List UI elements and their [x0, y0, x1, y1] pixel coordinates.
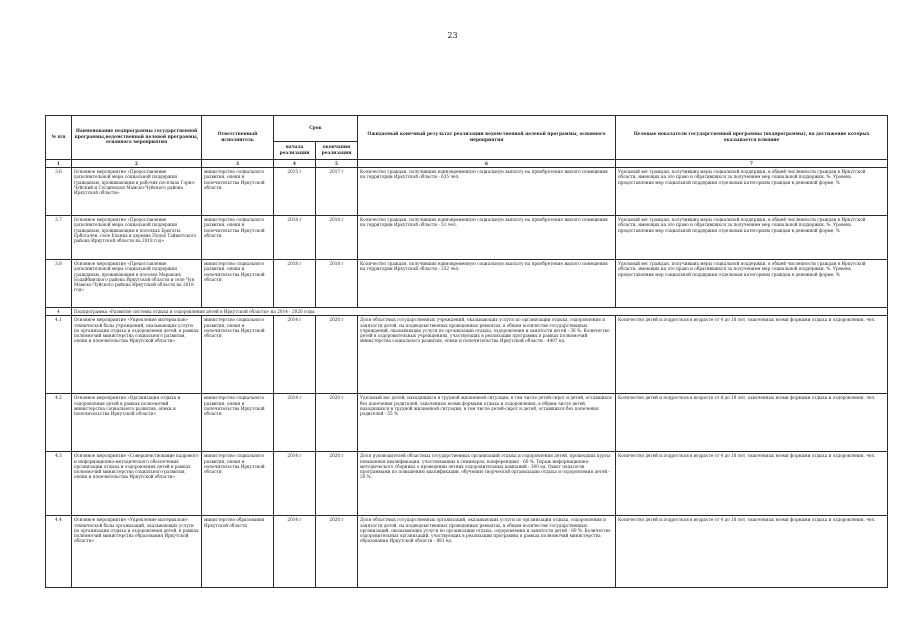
- column-number: 1: [46, 160, 72, 168]
- page-number: 23: [447, 31, 458, 40]
- table-body: [46, 168, 888, 588]
- header-term-start: начала реализации: [274, 142, 316, 160]
- term-start: 2014 г: [274, 316, 316, 394]
- measure-name: Основное мероприятие «Совершенствование кадрового и информационно-методического обеспечения организации отдыха и оздоровления детей в рамках полномочий министерства социального развития, опеки и попечительства Иркутской области»: [72, 452, 202, 516]
- measure-name: Основное мероприятие «Организация отдыха и оздоровления детей в рамках полномочий министерства социального развития, опеки и попечительства Иркутской области»: [72, 394, 202, 452]
- target-indicators: Количество детей и подростков в возрасте от 4 до 18 лет, охваченных всеми формами отдыха и оздоровления, чел.: [616, 516, 888, 588]
- expected-result: Доля областных государственных организаций, оказывающих услуги по организации отдыха, оздоровления и занятости детей, на подведомственных проведенных ремонтах, в общем количестве государственных организаций, оказывающих услуги по организации отдыха, оздоровления и занятости детей - 80 %. Количество оздоровительных организаций, участвующих в реализации программы в рамках полномочий министерства образования Иркутской области - 881 ед.: [358, 516, 616, 588]
- row-number: 3.6: [46, 168, 72, 216]
- term-end: 2020 г: [316, 394, 358, 452]
- row-number: 4: [46, 308, 72, 316]
- header-term: Срок: [274, 116, 358, 142]
- table-row: [46, 168, 888, 216]
- row-number: 4.1: [46, 316, 72, 394]
- executor: министерство социального развития, опеки и попечительства Иркутской области: [202, 216, 274, 260]
- column-number: 5: [316, 160, 358, 168]
- target-indicators: Удельный вес граждан, получивших меры социальной поддержки, в общей численности граждан в Иркутской области, имеющих на это право и обратившихся за получением мер социальной поддержки, %. Уровень предоставления мер социальной поддержки отдельным категориям граждан в денежной форме, %: [616, 168, 888, 216]
- target-indicators: Удельный вес граждан, получивших меры социальной поддержки, в общей численности граждан в Иркутской области, имеющих на это право и обратившихся за получением мер социальной поддержки, %. Уровень предоставления мер социальной поддержки отдельным категориям граждан в денежной форме, %: [616, 260, 888, 308]
- column-number: 3: [202, 160, 274, 168]
- row-number: 3.7: [46, 216, 72, 260]
- header-name: Наименование подпрограммы государственной программы,ведомственной целевой программы, основного мероприятия: [72, 116, 202, 160]
- table-row: [46, 216, 888, 260]
- table-row: [46, 394, 888, 452]
- term-end: 2020 г: [316, 316, 358, 394]
- term-end: 2017 г: [316, 168, 358, 216]
- header-result: Ожидаемый конечный результат реализации ведомственной целевой программы, основного мероприятия: [358, 116, 616, 160]
- program-table: [45, 115, 888, 588]
- target-indicators: Количество детей и подростков в возрасте от 4 до 18 лет, охваченных всеми формами отдыха и оздоровления, чел.: [616, 452, 888, 516]
- expected-result: Количество граждан, получивших единовременную социальную выплату на приобретение жилого помещения на территории Иркутской области - 635 чел.: [358, 168, 616, 216]
- term-start: 2018 г: [274, 260, 316, 308]
- measure-name: Основное мероприятие «Предоставление дополнительной меры социальной поддержки гражданам, проживающим в поселке Мараконь Бодайбинского района Иркутской области и селе Чуя Мамско-Чуйского района Иркутской области на 2018 год»: [72, 260, 202, 308]
- header-num: № п/п: [46, 116, 72, 160]
- row-number: 4.4: [46, 516, 72, 588]
- table-row: [46, 260, 888, 308]
- term-start: 2014 г: [274, 452, 316, 516]
- expected-result: Доля руководителей областных государственных организаций отдыха и оздоровления детей, прошедших курсы повышения квалификации, участвовавших в семинарах, конференциях - 60 %. Тираж информационно-методического сборника о проведении летних оздоровительных кампаний - 300 ед. Охват педагогов программами по повышению квалификации, обучению творческой организации отдыха и оздоровления детей - 20 %.: [358, 452, 616, 516]
- measure-name: Основное мероприятие «Предоставление дополнительной меры социальной поддержки гражданам, проживающим в поселках Бригаты, Ербогачен, селе Еланка и деревне Подъё Тайшетского района Иркутской области на 2018 год»: [72, 216, 202, 260]
- executor: министерство образования Иркутской области: [202, 516, 274, 588]
- target-indicators: Количество детей и подростков в возрасте от 4 до 18 лет, охваченных всеми формами отдыха и оздоровления, чел.: [616, 316, 888, 394]
- term-end: 2020 г: [316, 516, 358, 588]
- column-number: 4: [274, 160, 316, 168]
- target-indicators: Удельный вес граждан, получивших меры социальной поддержки, в общей численности граждан в Иркутской области, имеющих на это право и обратившихся за получением мер социальной поддержки, %. Уровень предоставления мер социальной поддержки отдельным категориям граждан в денежной форме, %: [616, 216, 888, 260]
- executor: министерство социального развития, опеки и попечительства Иркутской области: [202, 452, 274, 516]
- term-start: 2018 г: [274, 216, 316, 260]
- term-start: 2015 г: [274, 168, 316, 216]
- executor: министерство социального развития, опеки и попечительства Иркутской области: [202, 394, 274, 452]
- table-row: [46, 516, 888, 588]
- table-row: [46, 452, 888, 516]
- executor: министерство социального развития, опеки и попечительства Иркутской области: [202, 168, 274, 216]
- row-number: 3.8: [46, 260, 72, 308]
- target-indicators: Количество детей и подростков в возрасте от 4 до 18 лет, охваченных всеми формами отдыха и оздоровления, чел.: [616, 394, 888, 452]
- column-number: 6: [358, 160, 616, 168]
- header-executor: Ответственный исполнитель: [202, 116, 274, 160]
- subprogram-title: Подпрограмма «Развитие системы отдыха и оздоровления детей в Иркутской области» на 2014 - 2020 годы: [72, 308, 888, 316]
- term-start: 2014 г: [274, 516, 316, 588]
- row-number: 4.3: [46, 452, 72, 516]
- expected-result: Количество граждан, получивших единовременную социальную выплату на приобретение жилого помещения на территории Иркутской области - 51 чел.: [358, 216, 616, 260]
- header-term-end: окончания реализации: [316, 142, 358, 160]
- row-number: 4.2: [46, 394, 72, 452]
- executor: министерство социального развития, опеки и попечительства Иркутской области: [202, 316, 274, 394]
- measure-name: Основное мероприятие «Предоставление дополнительной меры социальной поддержки гражданам, проживающим в рабочих поселках Горно-Чуйский и Согдиондон Мамско-Чуйского района Иркутской области»: [72, 168, 202, 216]
- column-number-row: [46, 160, 888, 168]
- expected-result: Удельный вес детей, находящихся в трудной жизненной ситуации, в том числе детей-сирот и детей, оставшихся без попечения родителей, охваченных всеми формами отдыха и оздоровления, в общем числе детей, находящихся в трудной жизненной ситуации, в том числе детей-сирот и детей, оставшихся без попечения родителей - 55 %: [358, 394, 616, 452]
- table-row: [46, 316, 888, 394]
- measure-name: Основное мероприятие «Укрепление материально-технической базы организаций, оказывающих услуги по организации отдыха и оздоровления детей, в рамках полномочий министерства образования Иркутской области»: [72, 516, 202, 588]
- expected-result: Доля областных государственных учреждений, оказывающих услуги по организации отдыха, оздоровления и занятости детей, на подведомственных проведенных ремонтах, в общем количестве государственных учреждений, оказывающих услуги по организации отдыха, оздоровления и занятости детей - 36 %. Количество детей в оздоровительных учреждениях, участвующих в реализации программы в рамках полномочий министерства социального развития, опеки и попечительства Иркутской области - 4407 ед.: [358, 316, 616, 394]
- subprogram-row: [46, 308, 888, 316]
- column-number: 7: [616, 160, 888, 168]
- term-end: 2020 г: [316, 452, 358, 516]
- term-end: 2018 г: [316, 260, 358, 308]
- header-indicators: Целевые показатели государственной программы (подпрограммы), на достижение которых оказывается влияние: [616, 116, 888, 160]
- executor: министерство социального развития, опеки и попечительства Иркутской области: [202, 260, 274, 308]
- measure-name: Основное мероприятие «Укрепление материально-технической базы учреждений, оказывающих услуги по организации отдыха и оздоровления детей, в рамках полномочий министерства социального развития, опеки и попечительства Иркутской области»: [72, 316, 202, 394]
- term-end: 2018 г: [316, 216, 358, 260]
- column-number: 2: [72, 160, 202, 168]
- expected-result: Количество граждан, получивших единовременную социальную выплату на приобретение жилого помещения на территории Иркутской области - 332 чел.: [358, 260, 616, 308]
- term-start: 2014 г: [274, 394, 316, 452]
